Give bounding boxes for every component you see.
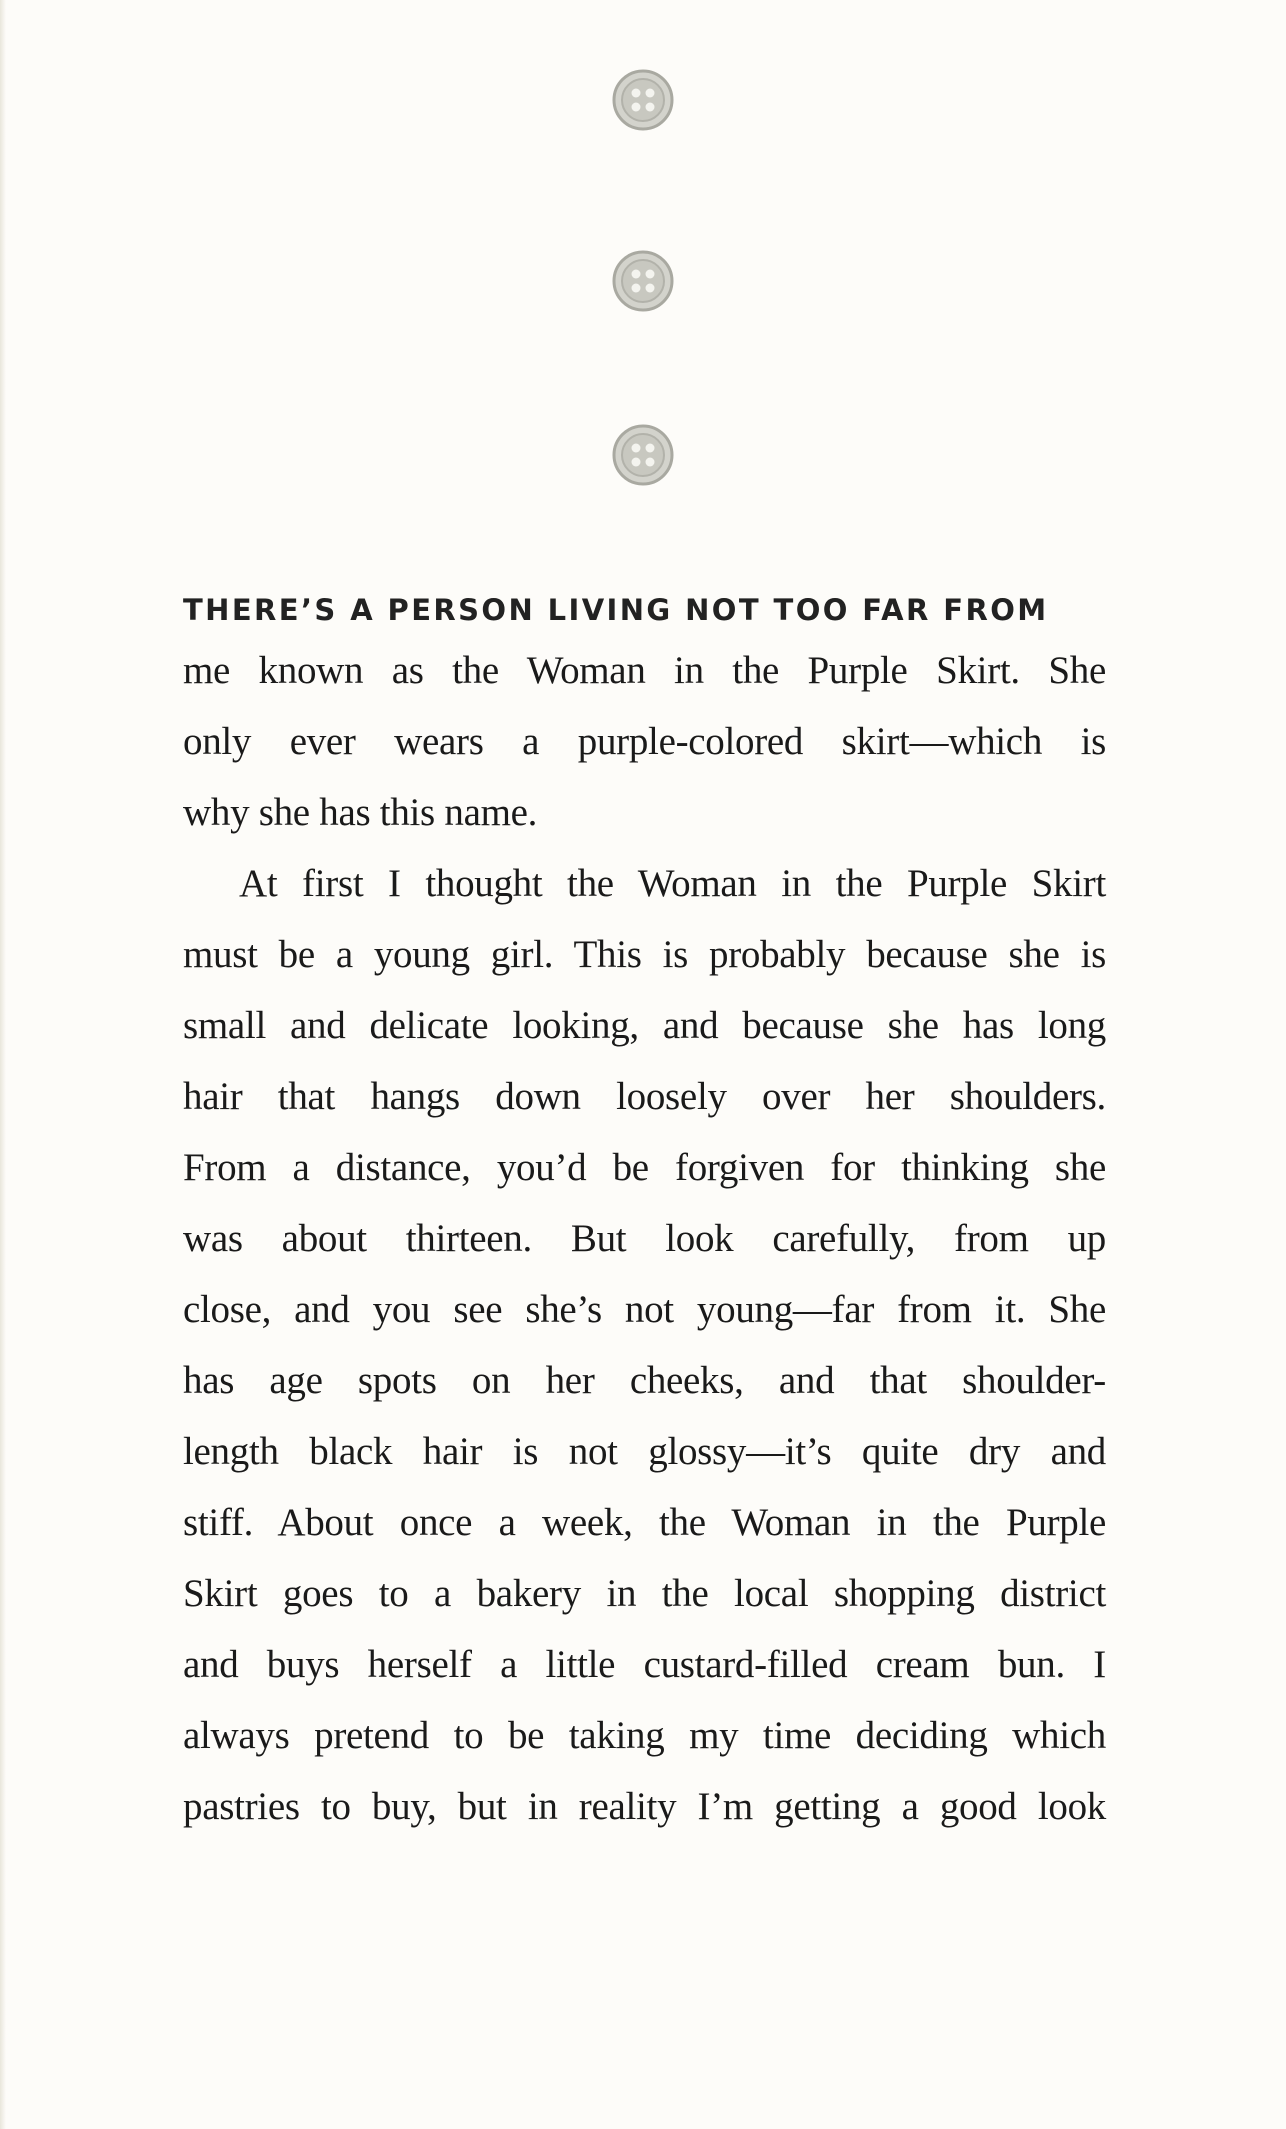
button-icon <box>611 68 675 132</box>
chapter-body <box>183 590 1106 1842</box>
button-icon <box>611 249 675 313</box>
text-line: always pretend to be taking my time deciding which <box>183 1714 1106 1757</box>
text-line: why she has this name. <box>183 791 538 834</box>
opening-small-caps: THERE’S A PERSON LIVING NOT TOO FAR FROM <box>183 593 1049 627</box>
text-line: was about thirteen. But look carefully, from up <box>183 1217 1106 1260</box>
text-line: small and delicate looking, and because she has long <box>183 1004 1106 1047</box>
button-icon <box>611 423 675 487</box>
text-line: length black hair is not glossy—it’s quite dry and <box>183 1430 1106 1473</box>
text-line: hair that hangs down loosely over her shoulders. <box>183 1075 1106 1118</box>
paragraph-2 <box>183 848 1106 1842</box>
text-line: must be a young girl. This is probably because she is <box>183 933 1106 976</box>
paragraph-1 <box>183 635 1106 848</box>
text-line: me known as the Woman in the Purple Skirt. She <box>183 649 1106 692</box>
text-line: has age spots on her cheeks, and that shoulder- <box>183 1359 1106 1402</box>
text-line: pastries to buy, but in reality I’m getting a good look <box>183 1785 1106 1828</box>
text-line: At first I thought the Woman in the Purple Skirt <box>239 862 1106 905</box>
page-edge <box>0 0 6 2129</box>
text-line: From a distance, you’d be forgiven for thinking she <box>183 1146 1106 1189</box>
text-line: and buys herself a little custard-filled cream bun. I <box>183 1643 1106 1686</box>
text-line: close, and you see she’s not young—far from it. She <box>183 1288 1106 1331</box>
text-line: only ever wears a purple-colored skirt—which is <box>183 720 1106 763</box>
text-line: Skirt goes to a bakery in the local shopping district <box>183 1572 1106 1615</box>
text-line: stiff. About once a week, the Woman in the Purple <box>183 1501 1106 1544</box>
